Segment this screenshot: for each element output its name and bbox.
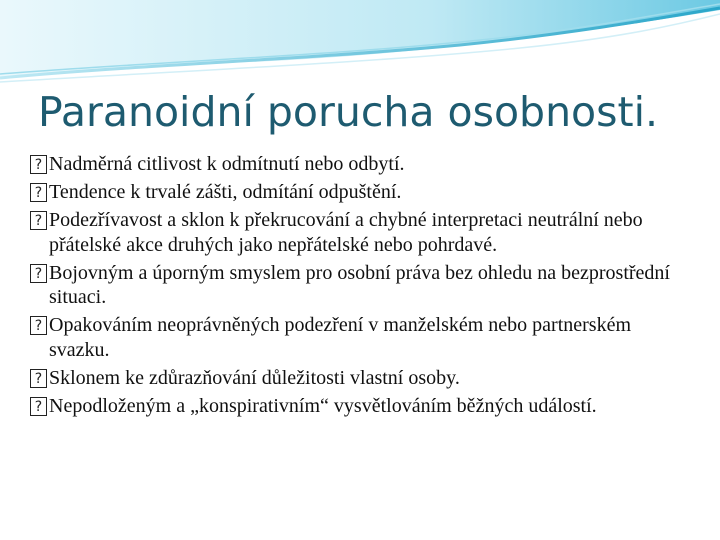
bullet-text: Tendence k trvalé zášti, odmítání odpuštění. <box>49 181 402 203</box>
header-wave-decoration <box>0 0 720 90</box>
bullet-text: Sklonem ke zdůrazňování důležitosti vlastní osoby. <box>49 366 460 389</box>
missing-glyph-icon <box>30 155 47 174</box>
slide-title: Paranoidní porucha osobnosti. <box>38 88 659 136</box>
bullet-text: Podezřívavost a sklon k překrucování a chybné interpretaci neutrální nebo přátelské akce druhých jako nepřátelské nebo pohrdavé. <box>49 209 643 256</box>
bullet-list <box>30 152 680 422</box>
missing-glyph-icon <box>30 369 47 388</box>
bullet-text: Nepodloženým a „konspirativním“ vysvětlováním běžných událostí. <box>49 394 597 417</box>
bullet-text: Nadměrná citlivost k odmítnutí nebo odbytí. <box>49 153 405 175</box>
bullet-item <box>30 261 680 310</box>
missing-glyph-icon <box>30 211 47 230</box>
bullet-item <box>30 180 680 205</box>
bullet-text: Opakováním neoprávněných podezření v manželském nebo partnerském svazku. <box>49 314 632 361</box>
bullet-item <box>30 394 680 419</box>
missing-glyph-icon <box>30 316 47 335</box>
bullet-item <box>30 208 680 257</box>
missing-glyph-icon <box>30 264 47 283</box>
bullet-text: Bojovným a úporným smyslem pro osobní práva bez ohledu na bezprostřední situaci. <box>49 261 670 308</box>
bullet-item <box>30 313 680 362</box>
missing-glyph-icon <box>30 397 47 416</box>
bullet-item <box>30 366 680 391</box>
bullet-item <box>30 152 680 177</box>
missing-glyph-icon <box>30 183 47 202</box>
